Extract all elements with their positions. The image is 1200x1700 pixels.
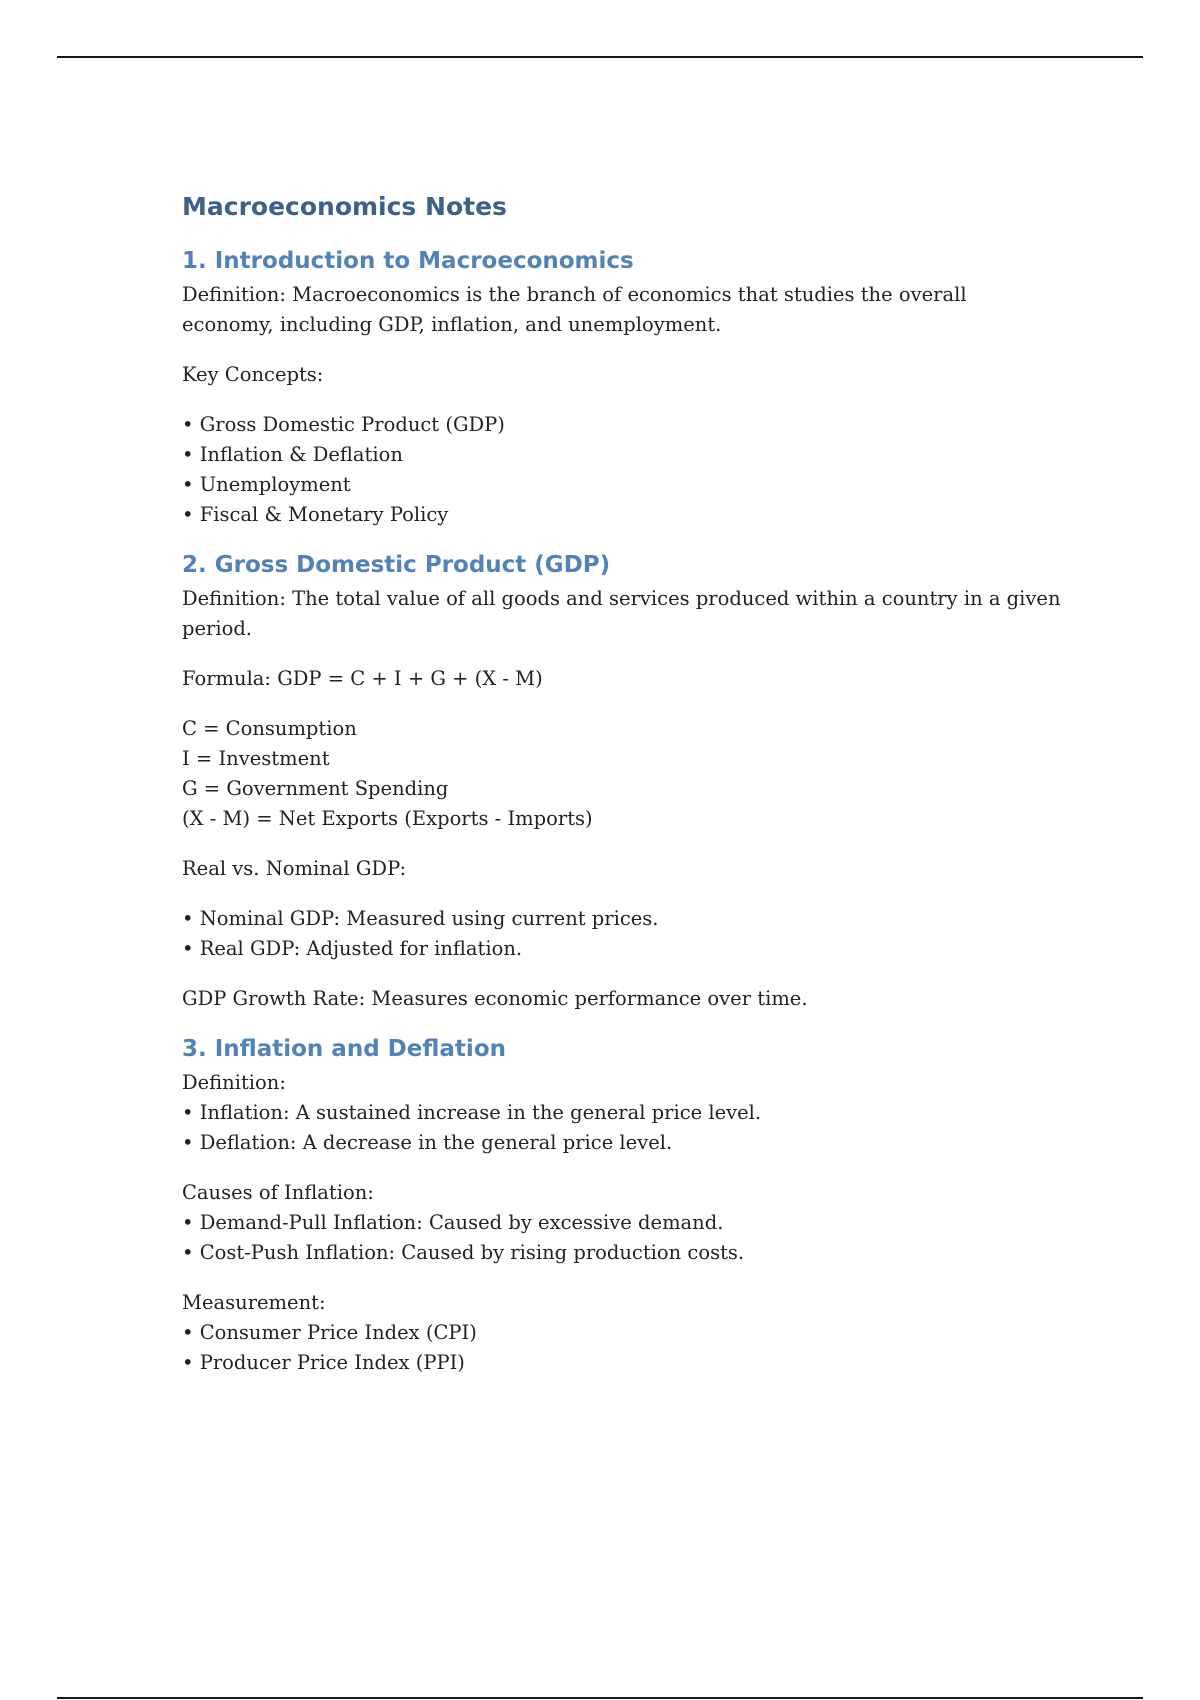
- list-item: • Cost-Push Inflation: Caused by rising production costs.: [182, 1241, 745, 1264]
- definition-text: Definition: The total value of all goods and services produced within a country in a given period.: [182, 587, 1061, 640]
- list-item: • Gross Domestic Product (GDP): [182, 413, 505, 436]
- section-heading: 1. Introduction to Macroeconomics: [182, 248, 634, 274]
- list-item: • Real GDP: Adjusted for inflation.: [182, 937, 523, 960]
- list-item: C = Consumption: [182, 717, 357, 740]
- measurement-label: Measurement:: [182, 1291, 326, 1314]
- list-item: • Inflation & Deflation: [182, 443, 403, 466]
- header-rule: [57, 56, 1143, 58]
- list-item: I = Investment: [182, 747, 330, 770]
- real-vs-nominal-list: [182, 904, 1062, 964]
- measurement-list: [182, 1318, 1062, 1378]
- list-item: (X - M) = Net Exports (Exports - Imports): [182, 807, 593, 830]
- section-inflation: [182, 1034, 1062, 1378]
- definition-label: Definition:: [182, 1071, 286, 1094]
- list-item: • Producer Price Index (PPI): [182, 1351, 465, 1374]
- key-concepts-label: Key Concepts:: [182, 363, 324, 386]
- list-item: • Unemployment: [182, 473, 351, 496]
- growth-rate-text: GDP Growth Rate: Measures economic performance over time.: [182, 987, 808, 1010]
- section-introduction: [182, 246, 1062, 530]
- list-item: • Nominal GDP: Measured using current prices.: [182, 907, 659, 930]
- section-heading: 2. Gross Domestic Product (GDP): [182, 552, 611, 578]
- document-title: Macroeconomics Notes: [182, 192, 507, 221]
- real-vs-nominal-label: Real vs. Nominal GDP:: [182, 857, 407, 880]
- definitions-list: [182, 1098, 1062, 1158]
- formula-text: Formula: GDP = C + I + G + (X - M): [182, 667, 543, 690]
- list-item: • Deflation: A decrease in the general price level.: [182, 1131, 673, 1154]
- formula-components-list: [182, 714, 1062, 834]
- causes-label: Causes of Inflation:: [182, 1181, 374, 1204]
- section-heading: 3. Inflation and Deflation: [182, 1036, 506, 1062]
- list-item: • Fiscal & Monetary Policy: [182, 503, 449, 526]
- section-gdp: [182, 550, 1062, 1014]
- list-item: G = Government Spending: [182, 777, 449, 800]
- list-item: • Demand-Pull Inflation: Caused by excessive demand.: [182, 1211, 724, 1234]
- key-concepts-list: [182, 410, 1062, 530]
- list-item: • Consumer Price Index (CPI): [182, 1321, 477, 1344]
- definition-text: Definition: Macroeconomics is the branch of economics that studies the overall economy, including GDP, inflation, and unemployment.: [182, 283, 967, 336]
- footer-rule: [57, 1697, 1143, 1699]
- causes-list: [182, 1208, 1062, 1268]
- document-body: [182, 190, 1062, 1398]
- list-item: • Inflation: A sustained increase in the general price level.: [182, 1101, 762, 1124]
